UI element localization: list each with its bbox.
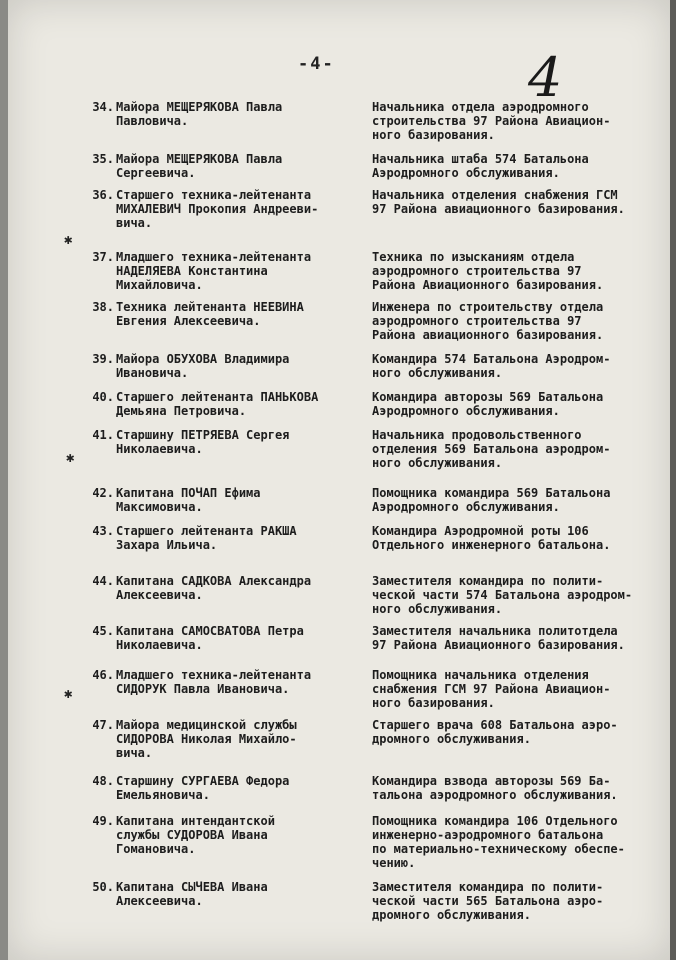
entry-number: 49. [92, 814, 114, 828]
entry-name: Младшего техника-лейтенанта СИДОРУК Павла Ивановича. [116, 668, 312, 696]
entry-position: Командира 574 Батальона Аэродром- ного обслуживания. [372, 352, 611, 380]
entry-name: Капитана СЫЧЕВА Ивана Алексеевича. [116, 880, 268, 908]
entry-number: 34. [92, 100, 114, 114]
entry-name: Капитана ПОЧАП Ефима Максимовича. [116, 486, 261, 514]
page-number: -4- [298, 54, 335, 74]
entry-number: 42. [92, 486, 114, 500]
entry-number: 38. [92, 300, 114, 314]
entry-number: 50. [92, 880, 114, 894]
entry-name: Капитана САДКОВА Александра Алексеевича. [116, 574, 312, 602]
entry-position: Помощника начальника отделения снабжения ГСМ 97 Района Авиацион- ного базирования. [372, 668, 611, 710]
margin-mark: ✱ [64, 686, 73, 702]
entry-position: Командира взвода авторозы 569 Ба- тальона аэродромного обслуживания. [372, 774, 618, 802]
entry-number: 45. [92, 624, 114, 638]
entry-number: 46. [92, 668, 114, 682]
entry-name: Майора МЕЩЕРЯКОВА Павла Павловича. [116, 100, 283, 128]
entry-number: 47. [92, 718, 114, 732]
entry-number: 36. [92, 188, 114, 202]
handwritten-mark: 4 [528, 46, 563, 109]
entry-position: Начальника штаба 574 Батальона Аэродромного обслуживания. [372, 152, 589, 180]
entry-position: Техника по изысканиям отдела аэродромного строительства 97 Района Авиационного базирования. [372, 250, 604, 292]
document-page [8, 0, 670, 960]
entry-position: Командира авторозы 569 Батальона Аэродромного обслуживания. [372, 390, 604, 418]
entry-number: 43. [92, 524, 114, 538]
entry-number: 41. [92, 428, 114, 442]
entry-position: Старшего врача 608 Батальона аэро- дромного обслуживания. [372, 718, 618, 746]
entry-number: 35. [92, 152, 114, 166]
entry-number: 48. [92, 774, 114, 788]
page-edge [670, 0, 676, 960]
entry-position: Помощника командира 106 Отдельного инженерно-аэродромного батальона по материально-техническому обеспе- чению. [372, 814, 625, 870]
entry-position: Заместителя командира по полити- ческой части 574 Батальона аэродром- ного обслуживания. [372, 574, 633, 616]
margin-mark: ✱ [64, 232, 73, 248]
entry-name: Старшину СУРГАЕВА Федора Емельяновича. [116, 774, 290, 802]
entry-position: Начальника отдела аэродромного строительства 97 Района Авиацион- ного базирования. [372, 100, 611, 142]
entry-number: 40. [92, 390, 114, 404]
entry-number: 37. [92, 250, 114, 264]
entry-name: Старшего лейтенанта РАКША Захара Ильича. [116, 524, 297, 552]
entry-name: Майора медицинской службы СИДОРОВА Николая Михайло- вича. [116, 718, 297, 760]
entry-name: Майора МЕЩЕРЯКОВА Павла Сергеевича. [116, 152, 283, 180]
entry-number: 44. [92, 574, 114, 588]
entry-number: 39. [92, 352, 114, 366]
entry-position: Помощника командира 569 Батальона Аэродромного обслуживания. [372, 486, 611, 514]
entry-name: Майора ОБУХОВА Владимира Ивановича. [116, 352, 290, 380]
entry-name: Старшего техника-лейтенанта МИХАЛЕВИЧ Прокопия Андрееви- вича. [116, 188, 319, 230]
entry-position: Заместителя командира по полити- ческой части 565 Батальона аэро- дромного обслуживания. [372, 880, 604, 922]
entry-position: Начальника отделения снабжения ГСМ 97 Района авиационного базирования. [372, 188, 625, 216]
entry-position: Заместителя начальника политотдела 97 Района Авиационного базирования. [372, 624, 625, 652]
entry-name: Старшину ПЕТРЯЕВА Сергея Николаевича. [116, 428, 290, 456]
entry-name: Старшего лейтенанта ПАНЬКОВА Демьяна Петровича. [116, 390, 319, 418]
entry-position: Инженера по строительству отдела аэродромного строительства 97 Района авиационного базирования. [372, 300, 604, 342]
entry-name: Техника лейтенанта НЕЕВИНА Евгения Алексеевича. [116, 300, 304, 328]
entry-position: Начальника продовольственного отделения 569 Батальона аэродром- ного обслуживания. [372, 428, 611, 470]
entry-name: Капитана САМОСВАТОВА Петра Николаевича. [116, 624, 304, 652]
entry-name: Младшего техника-лейтенанта НАДЕЛЯЕВА Константина Михайловича. [116, 250, 312, 292]
entry-position: Командира Аэродромной роты 106 Отдельного инженерного батальона. [372, 524, 611, 552]
margin-mark: ✱ [66, 450, 75, 466]
entry-name: Капитана интендантской службы СУДОРОВА Ивана Гомановича. [116, 814, 275, 856]
